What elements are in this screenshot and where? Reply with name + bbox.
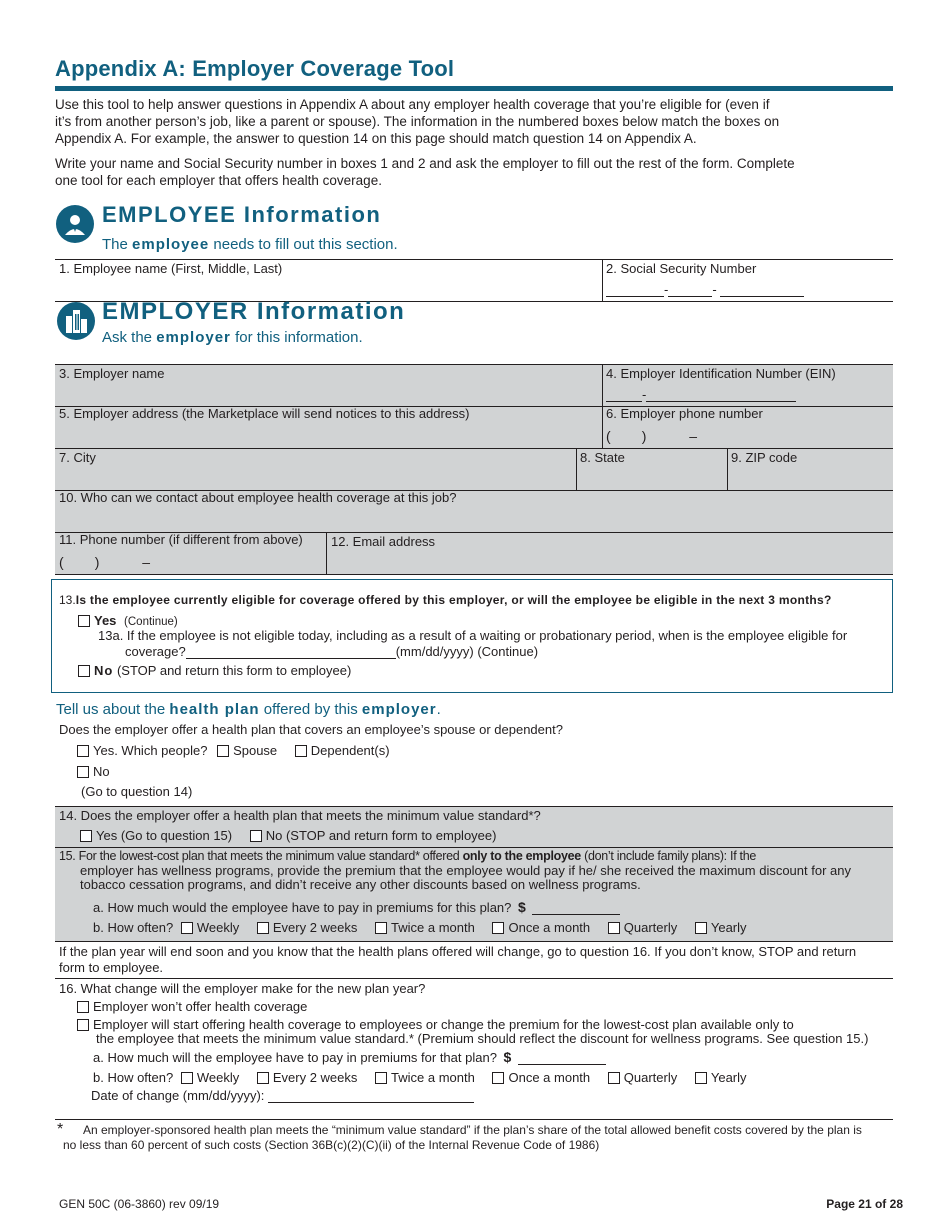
plan-question: Does the employer offer a health plan that covers an employee’s spouse or dependent?	[59, 722, 563, 737]
plan-no-option[interactable]	[77, 764, 110, 779]
employer-subheading	[102, 329, 363, 346]
every-2-weeks-checkbox[interactable]	[257, 922, 269, 934]
title-rule	[55, 86, 893, 91]
email-label: 12. Email address	[331, 534, 436, 549]
zip-field[interactable]	[729, 468, 891, 488]
contact-field[interactable]	[56, 508, 890, 530]
employer-heading: EMPLOYER Information	[102, 298, 406, 325]
employer-name-label: 3. Employer name	[59, 366, 165, 381]
heading-text: .	[436, 701, 441, 718]
rule	[55, 448, 893, 449]
twice-a-month-checkbox[interactable]	[375, 1072, 387, 1084]
q16-option-no-coverage[interactable]	[77, 999, 307, 1014]
quarterly-checkbox[interactable]	[608, 922, 620, 934]
freq-label: Once a month	[508, 920, 591, 935]
heading-bold: health plan	[169, 701, 260, 718]
q16-option-change[interactable]	[77, 1017, 794, 1032]
checkbox[interactable]	[78, 665, 90, 677]
heading-bold: employer	[361, 701, 437, 718]
rule	[55, 259, 893, 260]
heading-text: offered by this	[259, 701, 362, 718]
q15-line2: employer has wellness programs, provide the premium that the employee would pay if he/ she received the maximum discount for any	[80, 863, 851, 878]
ssn-label: 2. Social Security Number	[606, 261, 757, 276]
q15a-label: a. How much would the employee have to pay in premiums for this plan?	[93, 900, 512, 915]
twice-a-month-checkbox[interactable]	[375, 922, 387, 934]
yes-label: Yes. Which people?	[93, 743, 208, 758]
q15-text: 15. For the lowest-cost plan that meets the minimum value standard* offered	[59, 849, 463, 863]
q15b	[93, 920, 747, 935]
spouse-checkbox[interactable]	[217, 745, 229, 757]
weekly-checkbox[interactable]	[181, 1072, 193, 1084]
yearly-checkbox[interactable]	[695, 922, 707, 934]
q13a-line2	[125, 644, 538, 659]
q14-no-label: No (STOP and return form to employee)	[265, 828, 497, 843]
contact-label: 10. Who can we contact about employee health coverage at this job?	[59, 490, 457, 505]
q16a-amount-field[interactable]	[518, 1052, 606, 1065]
employer-icon	[57, 302, 95, 340]
heading-text: Tell us about the	[56, 701, 170, 718]
subheading-text: Ask the	[102, 329, 157, 346]
dollar-sign: $	[503, 1049, 512, 1065]
q13a-date-field[interactable]	[186, 644, 396, 659]
rule	[326, 532, 327, 574]
date-label: Date of change (mm/dd/yyyy):	[91, 1088, 265, 1103]
q15-text: (don’t include family plans): If the	[580, 849, 757, 863]
no-note: (STOP and return this form to employee)	[116, 663, 352, 678]
yearly-checkbox[interactable]	[695, 1072, 707, 1084]
q13a-note: (mm/dd/yyyy) (Continue)	[395, 644, 539, 659]
option-label: Employer won’t offer health coverage	[93, 999, 308, 1014]
ssn-field[interactable]: - -	[606, 282, 811, 298]
state-field[interactable]	[578, 468, 725, 488]
q16-option-change-line2: the employee that meets the minimum value standard.* (Premium should reflect the discount for wellness programs. See question 15.)	[96, 1031, 869, 1046]
footnote-star: *	[57, 1121, 64, 1138]
q13-number: 13.	[59, 593, 76, 607]
city-field[interactable]	[56, 468, 574, 488]
plan-yes-option[interactable]	[77, 743, 390, 758]
employer-address-field[interactable]	[56, 425, 600, 445]
alt-phone-label: 11. Phone number (if different from above)	[59, 532, 303, 547]
dependents-label: Dependent(s)	[310, 743, 390, 758]
q13a-label: coverage?	[125, 644, 186, 659]
employer-phone-label: 6. Employer phone number	[606, 406, 763, 421]
intro-line: Write your name and Social Security number in boxes 1 and 2 and ask the employer to fill out the rest of the form. Complete	[55, 156, 795, 171]
checkbox[interactable]	[77, 745, 89, 757]
q14-options[interactable]	[80, 828, 496, 843]
plan-year-notice	[59, 944, 856, 976]
freq-label: Every 2 weeks	[272, 920, 358, 935]
notice-line: form to employee.	[59, 960, 164, 975]
subheading-text: The	[102, 236, 133, 253]
city-label: 7. City	[59, 450, 96, 465]
zip-label: 9. ZIP code	[731, 450, 798, 465]
rule	[55, 806, 893, 807]
q15-line1	[59, 849, 756, 863]
rule	[55, 1119, 893, 1120]
freq-label: Twice a month	[391, 920, 475, 935]
q15-bold: only to the employee	[462, 849, 581, 863]
yes-label: Yes	[94, 613, 117, 628]
every-2-weeks-checkbox[interactable]	[257, 1072, 269, 1084]
employee-heading: EMPLOYEE Information	[102, 202, 382, 227]
freq-label: Weekly	[196, 920, 240, 935]
employer-address-label: 5. Employer address (the Marketplace will send notices to this address)	[59, 406, 470, 421]
footnote-line: no less than 60 percent of such costs (Section 36B(c)(2)(C)(ii) of the Internal Revenue Code of 1986)	[63, 1138, 600, 1152]
checkbox[interactable]	[77, 1019, 89, 1031]
quarterly-checkbox[interactable]	[608, 1072, 620, 1084]
rule	[55, 978, 893, 979]
rule	[602, 259, 603, 301]
no-label: No	[93, 764, 110, 779]
subheading-bold: employee	[132, 236, 210, 253]
q16a-label: a. How much will the employee have to pay in premiums for that plan?	[93, 1050, 497, 1065]
intro-text	[55, 96, 795, 189]
q16-date	[91, 1088, 474, 1103]
intro-line: one tool for each employer that offers health coverage.	[55, 173, 382, 188]
q16a	[93, 1049, 606, 1065]
rule	[576, 448, 577, 490]
option-label: Employer will start offering health coverage to employees or change the premium for the lowest-cost plan available only to	[93, 1017, 794, 1032]
freq-label: Every 2 weeks	[272, 1070, 358, 1085]
page-number: Page 21 of 28	[826, 1197, 903, 1211]
intro-line: it’s from another person’s job, like a parent or spouse). The information in the numbered boxes below match the boxes on	[55, 114, 780, 129]
q15a-amount-field[interactable]	[532, 902, 620, 915]
dependents-checkbox[interactable]	[295, 745, 307, 757]
q16b	[93, 1070, 747, 1085]
freq-label: Weekly	[196, 1070, 240, 1085]
q13-yes-option[interactable]	[78, 613, 178, 628]
q14-no-checkbox[interactable]	[250, 830, 262, 842]
employer-phone-field[interactable]: ( ) –	[606, 428, 698, 444]
footnote-line: An employer-sponsored health plan meets the “minimum value standard” if the plan’s share of the total allowed benefit costs covered by the plan is	[83, 1123, 862, 1137]
intro-line: Use this tool to help answer questions in Appendix A about any employer health coverage that you’re eligible for (even if	[55, 97, 770, 112]
page-title: Appendix A: Employer Coverage Tool	[55, 56, 455, 81]
once-a-month-checkbox[interactable]	[492, 1072, 504, 1084]
rule	[55, 574, 893, 575]
freq-label: Yearly	[710, 1070, 747, 1085]
dollar-sign: $	[518, 899, 526, 915]
rule	[55, 364, 893, 365]
state-label: 8. State	[580, 450, 625, 465]
yes-note: (Continue)	[124, 616, 178, 628]
health-plan-heading	[56, 701, 441, 718]
rule	[602, 364, 603, 448]
notice-line: If the plan year will end soon and you know that the health plans offered will change, go to question 16. If you don’t know, STOP and return	[59, 944, 857, 959]
rule	[55, 847, 893, 848]
subheading-text: needs to fill out this section.	[209, 236, 398, 253]
rule	[727, 448, 728, 490]
alt-phone-field[interactable]: ( ) –	[59, 554, 151, 570]
subheading-bold: employer	[156, 329, 231, 346]
once-a-month-checkbox[interactable]	[492, 922, 504, 934]
subheading-text: for this information.	[230, 329, 363, 346]
freq-label: Quarterly	[623, 1070, 678, 1085]
email-field[interactable]	[328, 552, 890, 572]
spouse-label: Spouse	[233, 743, 278, 758]
plan-goto: (Go to question 14)	[81, 784, 193, 799]
q13-text: Is the employee currently eligible for coverage offered by this employer, or will the employee be eligible in the next 3 months?	[75, 593, 832, 607]
freq-label: Twice a month	[391, 1070, 475, 1085]
q14-yes-checkbox[interactable]	[80, 830, 92, 842]
employee-subheading	[102, 236, 398, 253]
employee-icon	[56, 205, 94, 243]
intro-line: Appendix A. For example, the answer to question 14 on this page should match question 14 on Appendix A.	[55, 131, 697, 146]
q15-line3: tobacco cessation programs, and didn’t receive any other discounts based on wellness programs.	[80, 877, 641, 892]
ein-field[interactable]: -	[606, 387, 801, 403]
q13a-line1: 13a. If the employee is not eligible today, including as a result of a waiting or probationary period, when is the employee eligible for	[98, 628, 848, 643]
q13-no-option[interactable]	[78, 663, 351, 678]
date-of-change-field[interactable]	[268, 1088, 474, 1103]
q16b-label: b. How often?	[93, 1070, 174, 1085]
q14-question: 14. Does the employer offer a health plan that meets the minimum value standard*?	[59, 808, 541, 823]
q16-question: 16. What change will the employer make for the new plan year?	[59, 981, 426, 996]
employee-name-label: 1. Employee name (First, Middle, Last)	[59, 261, 283, 276]
weekly-checkbox[interactable]	[181, 922, 193, 934]
ein-label: 4. Employer Identification Number (EIN)	[606, 366, 836, 381]
form-id: GEN 50C (06-3860) rev 09/19	[59, 1197, 220, 1211]
rule	[55, 941, 893, 942]
footnote-text	[63, 1123, 862, 1153]
no-label: No	[94, 663, 114, 678]
checkbox[interactable]	[77, 766, 89, 778]
employer-name-field[interactable]	[56, 384, 600, 404]
q13-question	[59, 593, 832, 607]
q15b-label: b. How often?	[93, 920, 174, 935]
employee-name-field[interactable]	[56, 278, 600, 300]
freq-label: Quarterly	[623, 920, 678, 935]
q15a	[93, 899, 620, 915]
checkbox[interactable]	[77, 1001, 89, 1013]
checkbox[interactable]	[78, 615, 90, 627]
freq-label: Once a month	[508, 1070, 591, 1085]
q14-yes-label: Yes (Go to question 15)	[96, 828, 233, 843]
freq-label: Yearly	[710, 920, 747, 935]
